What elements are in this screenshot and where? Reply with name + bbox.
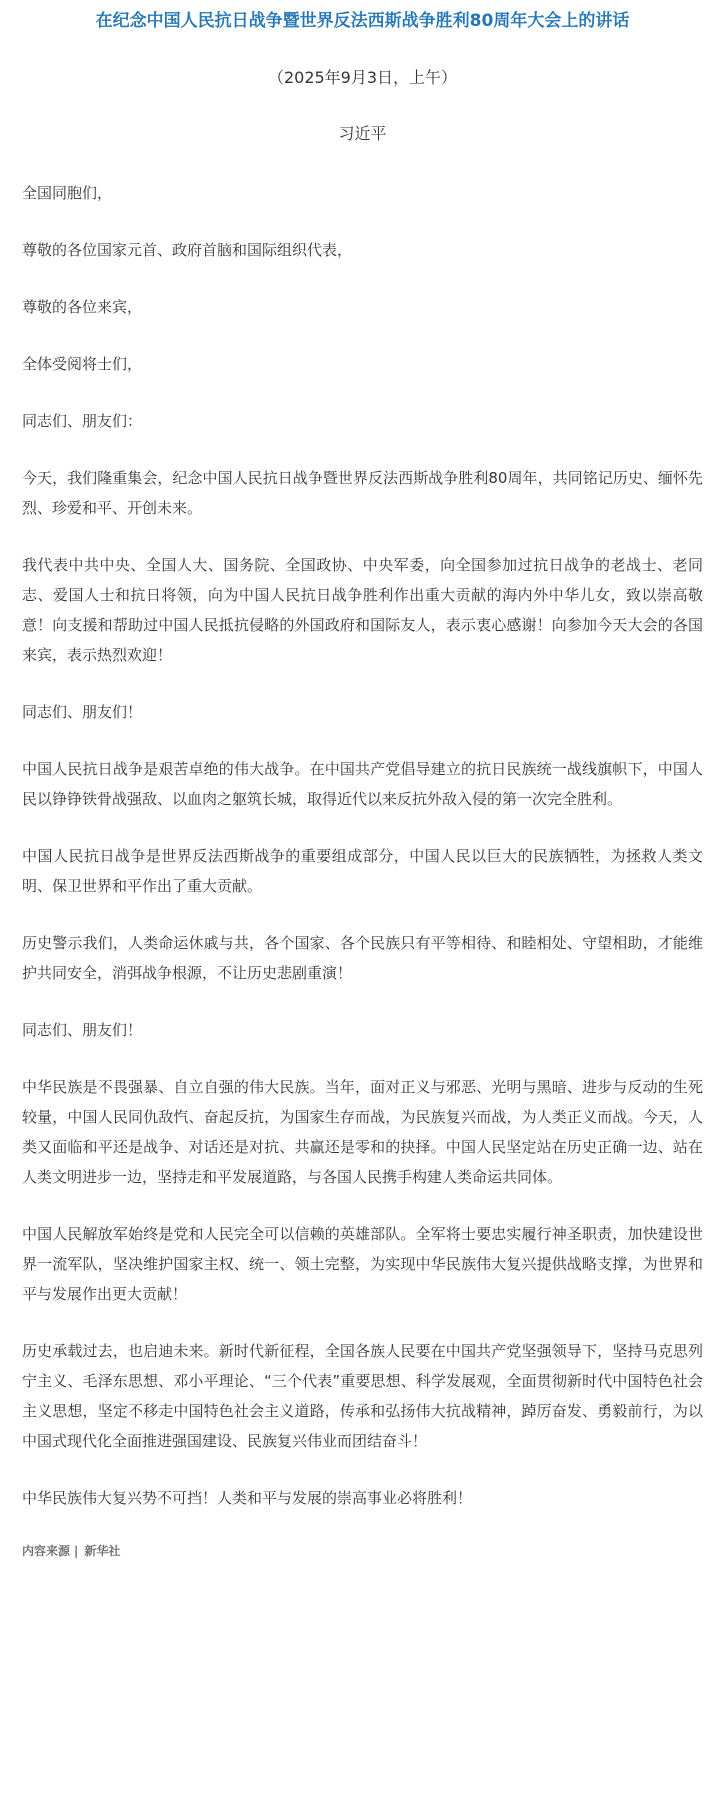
paragraph-great-war: 中国人民抗日战争是艰苦卓绝的伟大战争。在中国共产党倡导建立的抗日民族统一战线旗帜下，中国人民以铮铮铁骨战强敌、以血肉之躯筑长城，取得近代以来反抗外敌入侵的第一次完全胜利。 <box>22 760 703 808</box>
content-source <box>22 1541 703 1561</box>
paragraph-opening: 今天，我们隆重集会，纪念中国人民抗日战争暨世界反法西斯战争胜利80周年，共同铭记历史、缅怀先烈、珍爱和平、开创未来。 <box>22 469 703 517</box>
paragraph-greeting-heads-of-state: 尊敬的各位国家元首、政府首脑和国际组织代表， <box>22 241 353 259</box>
paragraph-pla: 中国人民解放军始终是党和人民完全可以信赖的英雄部队。全军将士要忠实履行神圣职责，加快建设世界一流军队，坚决维护国家主权、统一、领土完整，为实现中华民族伟大复兴提供战略支撑，为世界和平与发展作出更大贡献！ <box>22 1225 703 1303</box>
paragraph-history-warning: 历史警示我们，人类命运休戚与共，各个国家、各个民族只有平等相待、和睦相处、守望相助，才能维护共同安全，消弭战争根源，不让历史悲剧重演！ <box>22 934 703 982</box>
paragraph-greeting-compatriots: 全国同胞们， <box>22 184 113 202</box>
paragraph-comrades-1: 同志们、朋友们！ <box>22 703 143 721</box>
paragraph-greeting-troops: 全体受阅将士们， <box>22 355 143 373</box>
paragraph-chinese-nation: 中华民族是不畏强暴、自立自强的伟大民族。当年，面对正义与邪恶、光明与黑暗、进步与反动的生死较量，中国人民同仇敌忾、奋起反抗，为国家生存而战，为民族复兴而战，为人类正义而战。今天，人类又面临和平还是战争、对话还是对抗、共赢还是零和的抉择。中国人民坚定站在历史正确一边、站在人类文明进步一边，坚持走和平发展道路，与各国人民携手构建人类命运共同体。 <box>22 1078 703 1186</box>
paragraph-world-contribution: 中国人民抗日战争是世界反法西斯战争的重要组成部分，中国人民以巨大的民族牺牲，为拯救人类文明、保卫世界和平作出了重大贡献。 <box>22 847 703 895</box>
paragraph-future: 历史承载过去，也启迪未来。新时代新征程，全国各族人民要在中国共产党坚强领导下，坚持马克思列宁主义、毛泽东思想、邓小平理论、“三个代表”重要思想、科学发展观，全面贯彻新时代中国特色社会主义思想，坚定不移走中国特色社会主义道路，传承和弘扬伟大抗战精神，踔厉奋发、勇毅前行，为以中国式现代化全面推进强国建设、民族复兴伟业而团结奋斗！ <box>22 1342 703 1450</box>
source-label: 内容来源 <box>22 1544 71 1558</box>
paragraph-comrades-2: 同志们、朋友们！ <box>22 1021 143 1039</box>
article-title: 在纪念中国人民抗日战争暨世界反法西斯战争胜利80周年大会上的讲话 <box>95 11 630 31</box>
speaker-name: 习近平 <box>338 124 387 143</box>
paragraph-greeting-comrades: 同志们、朋友们： <box>22 412 143 430</box>
paragraph-tribute: 我代表中共中央、全国人大、国务院、全国政协、中央军委，向全国参加过抗日战争的老战士、老同志、爱国人士和抗日将领，向为中国人民抗日战争胜利作出重大贡献的海内外中华儿女，致以崇高敬意！向支援和帮助过中国人民抵抗侵略的外国政府和国际友人，表示衷心感谢！向参加今天大会的各国来宾，表示热烈欢迎！ <box>22 556 703 664</box>
paragraph-greeting-guests: 尊敬的各位来宾， <box>22 298 143 316</box>
source-name: 新华社 <box>84 1544 121 1558</box>
speech-date: （2025年9月3日，上午） <box>267 68 458 87</box>
paragraph-closing: 中华民族伟大复兴势不可挡！人类和平与发展的崇高事业必将胜利！ <box>22 1489 473 1507</box>
source-separator: | <box>74 1544 79 1558</box>
article-body <box>22 178 703 1513</box>
